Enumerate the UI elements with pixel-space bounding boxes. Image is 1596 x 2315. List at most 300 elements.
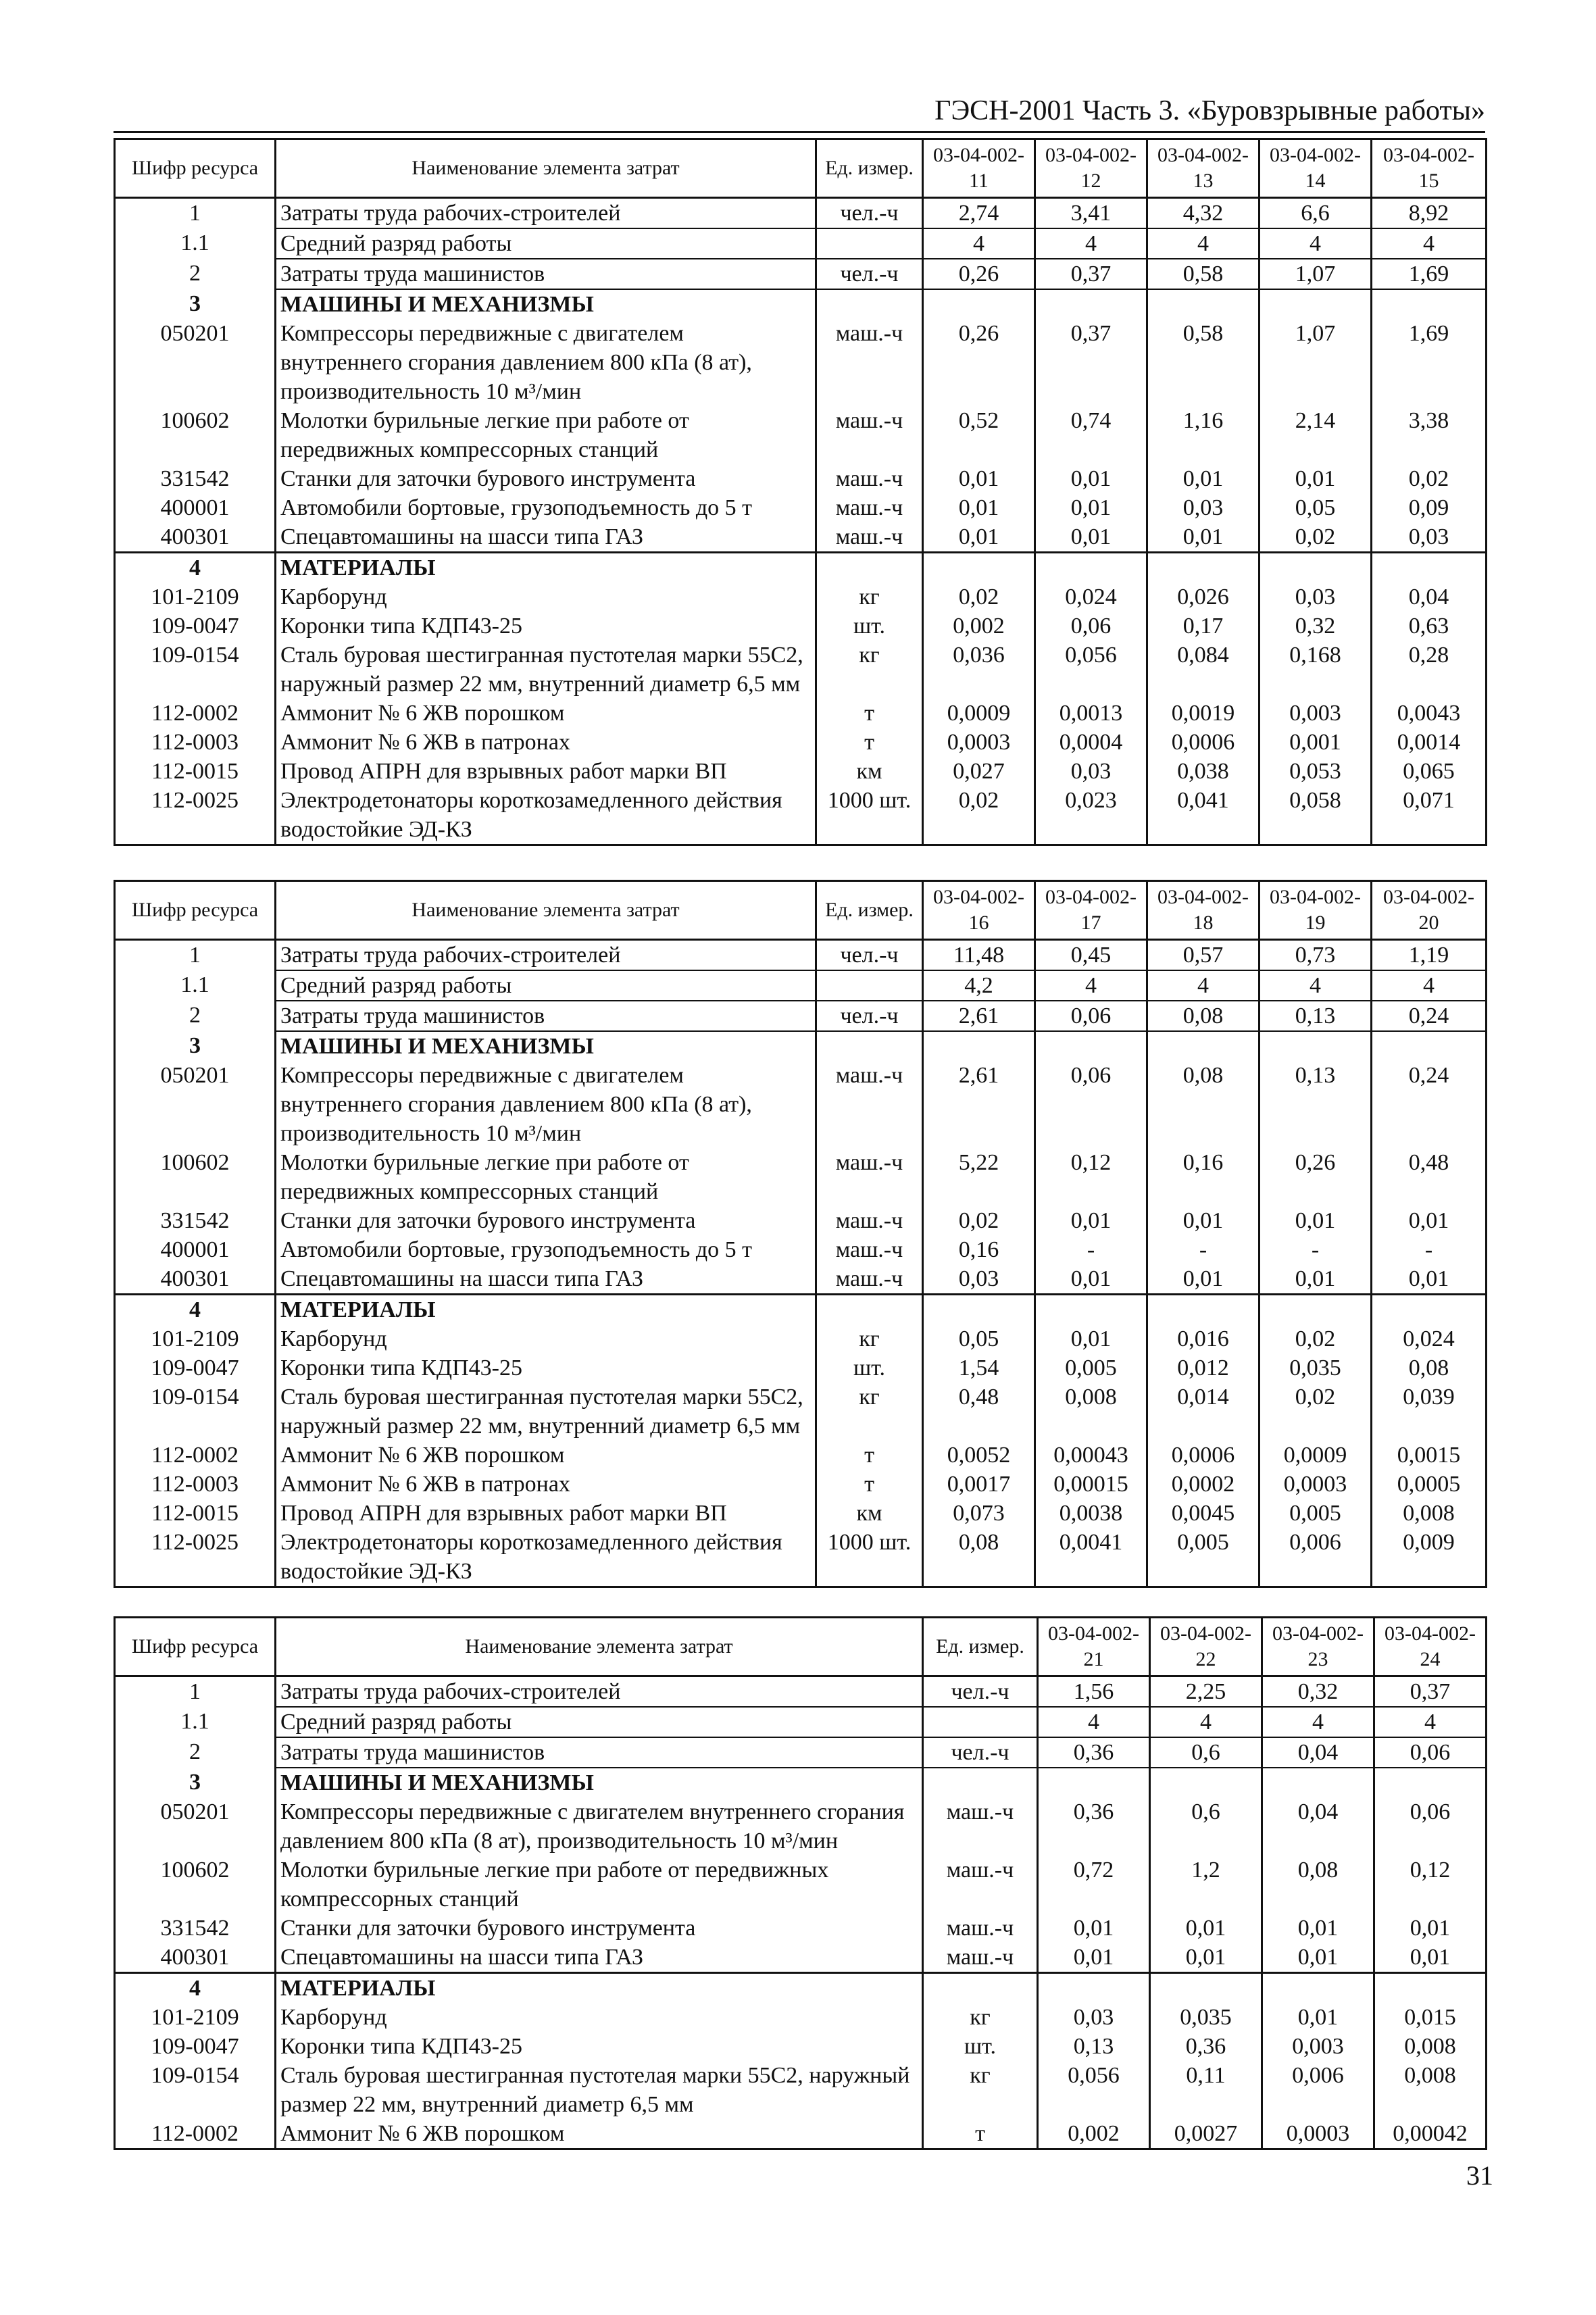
norm-value: 4: [1035, 970, 1147, 1001]
resource-code: 112-0003: [115, 728, 276, 757]
column-header-norm: 03-04-002-20: [1372, 881, 1487, 940]
norm-value: 0,02: [1260, 522, 1372, 553]
norm-value: 6,6: [1260, 198, 1372, 229]
column-header-norm: 03-04-002-19: [1260, 881, 1372, 940]
resource-code: 101-2109: [115, 1324, 276, 1353]
resource-code: 331542: [115, 464, 276, 493]
norm-value: 0,01: [1260, 464, 1372, 493]
norm-value: 0,03: [1260, 582, 1372, 612]
resource-unit: чел.-ч: [923, 1737, 1038, 1768]
norm-value: 0,01: [1147, 1264, 1260, 1295]
norm-value: 0,02: [923, 582, 1035, 612]
norm-value: 0,37: [1374, 1676, 1487, 1708]
norm-value: 0,0003: [923, 728, 1035, 757]
resource-name: МАШИНЫ И МЕХАНИЗМЫ: [276, 289, 816, 319]
norm-value: 2,14: [1260, 406, 1372, 464]
norm-value: 0,002: [1038, 2119, 1150, 2149]
norm-value: [1035, 1295, 1147, 1325]
resource-code: 100602: [115, 1856, 276, 1914]
norm-value: 4: [1374, 1707, 1487, 1737]
norm-value: 4: [1147, 970, 1260, 1001]
norm-value: 0,01: [1035, 522, 1147, 553]
table-row: [115, 612, 1487, 641]
norm-value: [1262, 1768, 1374, 1797]
table-row: [115, 1061, 1487, 1148]
resource-name: Станки для заточки бурового инструмента: [276, 1914, 923, 1943]
norm-value: 0,0009: [1260, 1441, 1372, 1470]
resource-unit: чел.-ч: [816, 940, 923, 971]
resource-name: Затраты труда машинистов: [276, 1001, 816, 1031]
resource-unit: 1000 шт.: [816, 1528, 923, 1587]
norm-value: 8,92: [1372, 198, 1487, 229]
norm-value: 0,009: [1372, 1528, 1487, 1587]
column-header-name: Наименование элемента затрат: [276, 881, 816, 940]
resource-unit: маш.-ч: [923, 1797, 1038, 1856]
resource-name: Спецавтомашины на шасси типа ГАЗ: [276, 522, 816, 553]
resource-name: Аммонит № 6 ЖВ порошком: [276, 2119, 923, 2149]
table-row: [115, 940, 1487, 971]
norm-value: 0,024: [1372, 1324, 1487, 1353]
resource-code: 100602: [115, 406, 276, 464]
resource-code: 3: [115, 1031, 276, 1061]
resource-unit: кг: [816, 1324, 923, 1353]
norm-value: 0,01: [1035, 493, 1147, 522]
norm-value: 0,03: [1372, 522, 1487, 553]
resource-code: 3: [115, 289, 276, 319]
norm-value: 4: [1035, 228, 1147, 259]
resource-code: 331542: [115, 1206, 276, 1235]
norm-value: 0,74: [1035, 406, 1147, 464]
resource-code: 1: [115, 198, 276, 229]
resource-code: 1: [115, 940, 276, 971]
norm-value: [1372, 1031, 1487, 1061]
resource-unit: шт.: [816, 612, 923, 641]
resource-unit: маш.-ч: [816, 406, 923, 464]
category-row: [115, 1031, 1487, 1061]
norm-value: 0,08: [923, 1528, 1035, 1587]
column-header-norm: 03-04-002-24: [1374, 1618, 1487, 1676]
norm-value: 0,32: [1262, 1676, 1374, 1708]
norm-value: 0,01: [1262, 1943, 1374, 1973]
resource-code: 4: [115, 1973, 276, 2003]
resource-code: 109-0154: [115, 2061, 276, 2119]
table-row: [115, 728, 1487, 757]
resource-name: МАТЕРИАЛЫ: [276, 1973, 923, 2003]
norm-value: 0,01: [1150, 1943, 1262, 1973]
norm-value: 0,0019: [1147, 699, 1260, 728]
resource-unit: маш.-ч: [816, 493, 923, 522]
norm-value: 0,01: [1372, 1206, 1487, 1235]
resource-code: 109-0154: [115, 641, 276, 699]
norm-value: 0,26: [1260, 1148, 1372, 1206]
norm-value: 0,012: [1147, 1353, 1260, 1383]
norm-value: 0,003: [1262, 2032, 1374, 2061]
norm-value: 0,03: [923, 1264, 1035, 1295]
norms-table-1: [114, 138, 1487, 846]
norm-value: 0,038: [1147, 757, 1260, 786]
norm-value: 4: [1372, 228, 1487, 259]
resource-name: МАТЕРИАЛЫ: [276, 1295, 816, 1325]
resource-unit: [923, 1768, 1038, 1797]
resource-name: Провод АПРН для взрывных работ марки ВП: [276, 1499, 816, 1528]
norm-value: [1147, 1295, 1260, 1325]
norm-value: 0,084: [1147, 641, 1260, 699]
norm-value: 0,05: [1260, 493, 1372, 522]
resource-unit: кг: [923, 2003, 1038, 2032]
column-header-norm: 03-04-002-21: [1038, 1618, 1150, 1676]
norm-value: 0,006: [1260, 1528, 1372, 1587]
table-row: [115, 582, 1487, 612]
resource-code: 109-0047: [115, 612, 276, 641]
norm-value: 2,74: [923, 198, 1035, 229]
table-row: [115, 1264, 1487, 1295]
norm-value: 0,0043: [1372, 699, 1487, 728]
norm-value: 0,023: [1035, 786, 1147, 845]
resource-code: 050201: [115, 319, 276, 406]
column-header-norm: 03-04-002-17: [1035, 881, 1147, 940]
norm-value: 0,00042: [1374, 2119, 1487, 2149]
norms-table-3: [114, 1616, 1487, 2150]
norm-value: 0,001: [1260, 728, 1372, 757]
norm-value: 0,0005: [1372, 1470, 1487, 1499]
norm-value: 0,008: [1372, 1499, 1487, 1528]
page-header-title: ГЭСН-2001 Часть 3. «Буровзрывные работы»: [934, 95, 1485, 126]
resource-name: Затраты труда машинистов: [276, 1737, 923, 1768]
resource-name: Электродетонаторы короткозамедленного действия водостойкие ЭД-КЗ: [276, 1528, 816, 1587]
column-header-norm: 03-04-002-22: [1150, 1618, 1262, 1676]
norm-value: 0,0006: [1147, 728, 1260, 757]
column-header-code: Шифр ресурса: [115, 1618, 276, 1676]
norm-value: 1,54: [923, 1353, 1035, 1383]
resource-unit: км: [816, 1499, 923, 1528]
table-header-row: [115, 1618, 1487, 1676]
norm-value: 0,01: [1147, 464, 1260, 493]
resource-unit: [923, 1973, 1038, 2003]
table-row: [115, 1206, 1487, 1235]
norm-value: 0,0027: [1150, 2119, 1262, 2149]
norm-value: 0,24: [1372, 1001, 1487, 1031]
norm-value: 0,035: [1150, 2003, 1262, 2032]
norm-value: 0,0002: [1147, 1470, 1260, 1499]
norm-value: 0,0003: [1262, 2119, 1374, 2149]
norm-value: [1260, 289, 1372, 319]
norm-value: 0,06: [1035, 1001, 1147, 1031]
norm-value: 1,69: [1372, 319, 1487, 406]
norm-value: 0,01: [923, 522, 1035, 553]
resource-unit: т: [816, 1470, 923, 1499]
resource-code: 112-0015: [115, 757, 276, 786]
resource-name: Сталь буровая шестигранная пустотелая марки 55С2, наружный размер 22 мм, внутренний диаметр 6,5 мм: [276, 1383, 816, 1441]
norm-value: 0,01: [1260, 1206, 1372, 1235]
table-row: [115, 699, 1487, 728]
resource-unit: маш.-ч: [816, 1206, 923, 1235]
norm-value: 0,039: [1372, 1383, 1487, 1441]
norm-value: 4: [1262, 1707, 1374, 1737]
resource-unit: маш.-ч: [816, 1235, 923, 1264]
resource-code: 2: [115, 259, 276, 289]
category-row: [115, 553, 1487, 583]
resource-name: Станки для заточки бурового инструмента: [276, 464, 816, 493]
norm-value: 4: [1147, 228, 1260, 259]
table-row: [115, 1914, 1487, 1943]
norm-value: 4,2: [923, 970, 1035, 1001]
norm-value: 0,01: [923, 464, 1035, 493]
resource-unit: маш.-ч: [816, 1061, 923, 1148]
norm-value: 0,008: [1374, 2032, 1487, 2061]
resource-name: Аммонит № 6 ЖВ в патронах: [276, 728, 816, 757]
resource-name: Затраты труда рабочих-строителей: [276, 1676, 923, 1708]
resource-name: Молотки бурильные легкие при работе от передвижных компрессорных станций: [276, 1148, 816, 1206]
table-header-row: [115, 881, 1487, 940]
norm-value: 0,008: [1374, 2061, 1487, 2119]
norm-value: [923, 1295, 1035, 1325]
table-row: [115, 1441, 1487, 1470]
norm-value: 0,005: [1147, 1528, 1260, 1587]
table-row: [115, 1470, 1487, 1499]
norm-value: 0,05: [923, 1324, 1035, 1353]
resource-unit: маш.-ч: [923, 1856, 1038, 1914]
resource-unit: маш.-ч: [816, 464, 923, 493]
norm-value: 0,01: [1035, 1324, 1147, 1353]
norm-value: 0,014: [1147, 1383, 1260, 1441]
table-row: [115, 228, 1487, 259]
norm-value: 0,02: [1260, 1383, 1372, 1441]
norm-value: [1372, 289, 1487, 319]
norm-value: 0,0052: [923, 1441, 1035, 1470]
table-row: [115, 2032, 1487, 2061]
norm-value: [923, 289, 1035, 319]
table-row: [115, 1856, 1487, 1914]
resource-code: 331542: [115, 1914, 276, 1943]
table-row: [115, 641, 1487, 699]
resource-name: Аммонит № 6 ЖВ порошком: [276, 699, 816, 728]
norm-value: 0,01: [1262, 1914, 1374, 1943]
resource-unit: [816, 1031, 923, 1061]
table-row: [115, 1943, 1487, 1973]
norm-value: 0,58: [1147, 319, 1260, 406]
norm-value: 0,06: [1374, 1797, 1487, 1856]
page-header: [114, 93, 1485, 133]
table-row: [115, 757, 1487, 786]
norm-value: [1262, 1973, 1374, 2003]
resource-name: Затраты труда рабочих-строителей: [276, 198, 816, 229]
resource-name: Станки для заточки бурового инструмента: [276, 1206, 816, 1235]
resource-code: 400301: [115, 522, 276, 553]
resource-unit: маш.-ч: [816, 1264, 923, 1295]
resource-code: 3: [115, 1768, 276, 1797]
norm-value: 0,01: [1035, 464, 1147, 493]
resource-code: 1.1: [115, 1707, 276, 1737]
norm-value: 0,73: [1260, 940, 1372, 971]
resource-code: 100602: [115, 1148, 276, 1206]
norm-value: 0,48: [923, 1383, 1035, 1441]
norm-value: 0,056: [1035, 641, 1147, 699]
norm-value: 4,32: [1147, 198, 1260, 229]
resource-code: 1: [115, 1676, 276, 1708]
table-row: [115, 1383, 1487, 1441]
resource-unit: маш.-ч: [816, 319, 923, 406]
norm-value: 4: [923, 228, 1035, 259]
norm-value: 0,26: [923, 319, 1035, 406]
resource-code: 112-0002: [115, 699, 276, 728]
norm-value: 0,01: [923, 493, 1035, 522]
norm-value: 0,026: [1147, 582, 1260, 612]
norm-value: 0,11: [1150, 2061, 1262, 2119]
table-row: [115, 259, 1487, 289]
table-row: [115, 2003, 1487, 2032]
norm-value: 0,37: [1035, 319, 1147, 406]
norm-value: 0,0014: [1372, 728, 1487, 757]
resource-code: 400001: [115, 493, 276, 522]
norm-value: 0,008: [1035, 1383, 1147, 1441]
norm-value: 1,56: [1038, 1676, 1150, 1708]
norm-value: 1,69: [1372, 259, 1487, 289]
norm-value: 2,25: [1150, 1676, 1262, 1708]
column-header-norm: 03-04-002-13: [1147, 139, 1260, 198]
norm-value: 0,0006: [1147, 1441, 1260, 1470]
resource-name: Карборунд: [276, 2003, 923, 2032]
resource-unit: кг: [816, 582, 923, 612]
table-row: [115, 198, 1487, 229]
norm-value: 0,6: [1150, 1737, 1262, 1768]
resource-unit: чел.-ч: [816, 1001, 923, 1031]
norm-value: 0,37: [1035, 259, 1147, 289]
norm-value: 0,02: [923, 786, 1035, 845]
norm-value: 0,01: [1147, 522, 1260, 553]
resource-code: 112-0025: [115, 786, 276, 845]
norm-value: 0,13: [1038, 2032, 1150, 2061]
resource-name: Аммонит № 6 ЖВ порошком: [276, 1441, 816, 1470]
norm-value: 2,61: [923, 1001, 1035, 1031]
resource-unit: т: [816, 728, 923, 757]
table-row: [115, 1676, 1487, 1708]
norm-value: 0,06: [1035, 612, 1147, 641]
norm-value: [1374, 1768, 1487, 1797]
resource-name: Молотки бурильные легкие при работе от передвижных компрессорных станций: [276, 406, 816, 464]
resource-name: Электродетонаторы короткозамедленного действия водостойкие ЭД-КЗ: [276, 786, 816, 845]
norm-value: 0,00015: [1035, 1470, 1147, 1499]
resource-unit: [816, 553, 923, 583]
column-header-norm: 03-04-002-12: [1035, 139, 1147, 198]
norm-value: 1,07: [1260, 319, 1372, 406]
norm-value: 4: [1150, 1707, 1262, 1737]
table-row: [115, 522, 1487, 553]
resource-code: 112-0003: [115, 1470, 276, 1499]
table-row: [115, 786, 1487, 845]
norm-value: 0,17: [1147, 612, 1260, 641]
norm-value: 0,0045: [1147, 1499, 1260, 1528]
norm-value: 0,0004: [1035, 728, 1147, 757]
resource-code: 112-0002: [115, 1441, 276, 1470]
table-row: [115, 1528, 1487, 1587]
norm-value: 0,58: [1147, 259, 1260, 289]
table-row: [115, 464, 1487, 493]
resource-code: 1.1: [115, 228, 276, 259]
column-header-norm: 03-04-002-16: [923, 881, 1035, 940]
norm-value: 0,12: [1374, 1856, 1487, 1914]
norm-value: 0,06: [1374, 1737, 1487, 1768]
norm-value: 0,0038: [1035, 1499, 1147, 1528]
resource-unit: т: [816, 1441, 923, 1470]
norm-value: 5,22: [923, 1148, 1035, 1206]
table-row: [115, 493, 1487, 522]
norm-value: 0,32: [1260, 612, 1372, 641]
norm-value: 0,02: [1372, 464, 1487, 493]
resource-unit: шт.: [816, 1353, 923, 1383]
norm-value: 0,01: [1372, 1264, 1487, 1295]
norm-value: 1,19: [1372, 940, 1487, 971]
norm-value: 3,38: [1372, 406, 1487, 464]
resource-name: Компрессоры передвижные с двигателем внутреннего сгорания давлением 800 кПа (8 ат), производительность 10 м³/мин: [276, 1061, 816, 1148]
resource-code: 101-2109: [115, 582, 276, 612]
norm-value: [1035, 289, 1147, 319]
resource-code: 2: [115, 1737, 276, 1768]
norm-value: 0,24: [1372, 1061, 1487, 1148]
resource-name: МАШИНЫ И МЕХАНИЗМЫ: [276, 1031, 816, 1061]
norm-value: [1035, 1031, 1147, 1061]
resource-unit: маш.-ч: [816, 522, 923, 553]
resource-unit: кг: [923, 2061, 1038, 2119]
category-row: [115, 1295, 1487, 1325]
norm-value: 0,01: [1262, 2003, 1374, 2032]
norm-value: 0,01: [1035, 1264, 1147, 1295]
norm-value: -: [1260, 1235, 1372, 1264]
norm-value: 0,12: [1035, 1148, 1147, 1206]
column-header-code: Шифр ресурса: [115, 881, 276, 940]
table-row: [115, 1148, 1487, 1206]
resource-name: Молотки бурильные легкие при работе от передвижных компрессорных станций: [276, 1856, 923, 1914]
norm-value: 3,41: [1035, 198, 1147, 229]
column-header-name: Наименование элемента затрат: [276, 1618, 923, 1676]
resource-name: Автомобили бортовые, грузоподъемность до 5 т: [276, 493, 816, 522]
resource-unit: [816, 289, 923, 319]
norm-value: 0,45: [1035, 940, 1147, 971]
resource-name: Коронки типа КДП43-25: [276, 2032, 923, 2061]
norm-value: 0,01: [1260, 1264, 1372, 1295]
table-row: [115, 1797, 1487, 1856]
resource-name: МАТЕРИАЛЫ: [276, 553, 816, 583]
norm-value: 0,053: [1260, 757, 1372, 786]
resource-code: 400301: [115, 1264, 276, 1295]
norm-value: 0,01: [1035, 1206, 1147, 1235]
norm-value: 0,16: [923, 1235, 1035, 1264]
table-row: [115, 1353, 1487, 1383]
norm-value: 0,016: [1147, 1324, 1260, 1353]
resource-unit: [816, 228, 923, 259]
resource-code: 4: [115, 1295, 276, 1325]
norm-value: [923, 1031, 1035, 1061]
norm-value: 0,015: [1374, 2003, 1487, 2032]
resource-name: Карборунд: [276, 582, 816, 612]
norm-value: 0,0041: [1035, 1528, 1147, 1587]
resource-name: МАШИНЫ И МЕХАНИЗМЫ: [276, 1768, 923, 1797]
column-header-code: Шифр ресурса: [115, 139, 276, 198]
norm-value: 0,13: [1260, 1001, 1372, 1031]
norm-value: 0,03: [1035, 757, 1147, 786]
norm-value: 0,168: [1260, 641, 1372, 699]
page-number: 31: [1466, 2160, 1493, 2191]
table-row: [115, 2119, 1487, 2149]
norm-value: 0,52: [923, 406, 1035, 464]
resource-unit: км: [816, 757, 923, 786]
resource-unit: [923, 1707, 1038, 1737]
norm-value: 0,36: [1038, 1737, 1150, 1768]
norm-value: [1260, 1031, 1372, 1061]
resource-code: 101-2109: [115, 2003, 276, 2032]
table-row: [115, 970, 1487, 1001]
norm-value: 0,0009: [923, 699, 1035, 728]
norm-value: 1,07: [1260, 259, 1372, 289]
